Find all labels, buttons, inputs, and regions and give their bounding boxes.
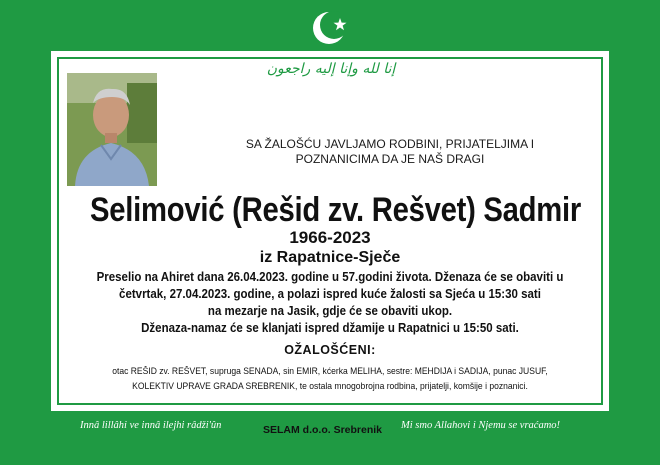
details-line-2: četvrtak, 27.04.2023. godine, a polazi ispred kuće žalosti sa Sjeća u 15:30 sati xyxy=(119,287,541,301)
life-years: 1966-2023 xyxy=(289,228,371,247)
obituary-card xyxy=(51,51,609,411)
mourners-line-1: otac REŠID zv. REŠVET, supruga SENADA, sin EMIR, kćerka MELIHA, sestre: MEHDIJA i SADIJA, punac JUSUF, xyxy=(112,366,548,377)
mourners-heading: OŽALOŠĆENI: xyxy=(284,343,376,357)
footer-left-text: Innâ lillâhi ve innâ ilejhi râdži'ûn xyxy=(80,420,222,431)
mourners-list xyxy=(97,364,563,394)
mourners-line-2: KOLEKTIV UPRAVE GRADA SREBRENIK, te ostala mnogobrojna rodbina, prijatelji, komšije i poznanici. xyxy=(132,381,528,392)
details-line-1: Preselio na Ahiret dana 26.04.2023. godine u 57.godini života. Dženaza će se obaviti u xyxy=(96,270,564,284)
footer-company: SELAM d.o.o. Srebrenik xyxy=(263,424,383,436)
intro-line-1: SA ŽALOŠĆU JAVLJAMO RODBINI, PRIJATELJIMA I xyxy=(245,137,535,151)
crescent-star-icon xyxy=(309,6,353,50)
arabic-verse: إنا لله وإنا إليه راجعون xyxy=(266,61,396,77)
details-line-4: Dženaza-namaz će se klanjati ispred džamije u Rapatnici u 15:50 sati. xyxy=(141,321,519,335)
footer-right-text: Mi smo Allahovi i Njemu se vraćamo! xyxy=(401,420,561,431)
intro-text xyxy=(205,137,575,167)
intro-line-2: POZNANICIMA DA JE NAŠ DRAGI xyxy=(295,152,485,166)
deceased-name: Selimović (Rešid zv. Rešvet) Sadmir xyxy=(90,191,582,229)
details-line-3: na mezarje na Jasik, gdje će se obaviti ukop. xyxy=(207,304,453,318)
portrait-photo xyxy=(67,73,157,186)
origin-place: iz Rapatnice-Sječe xyxy=(259,249,401,266)
funeral-details xyxy=(92,269,569,337)
